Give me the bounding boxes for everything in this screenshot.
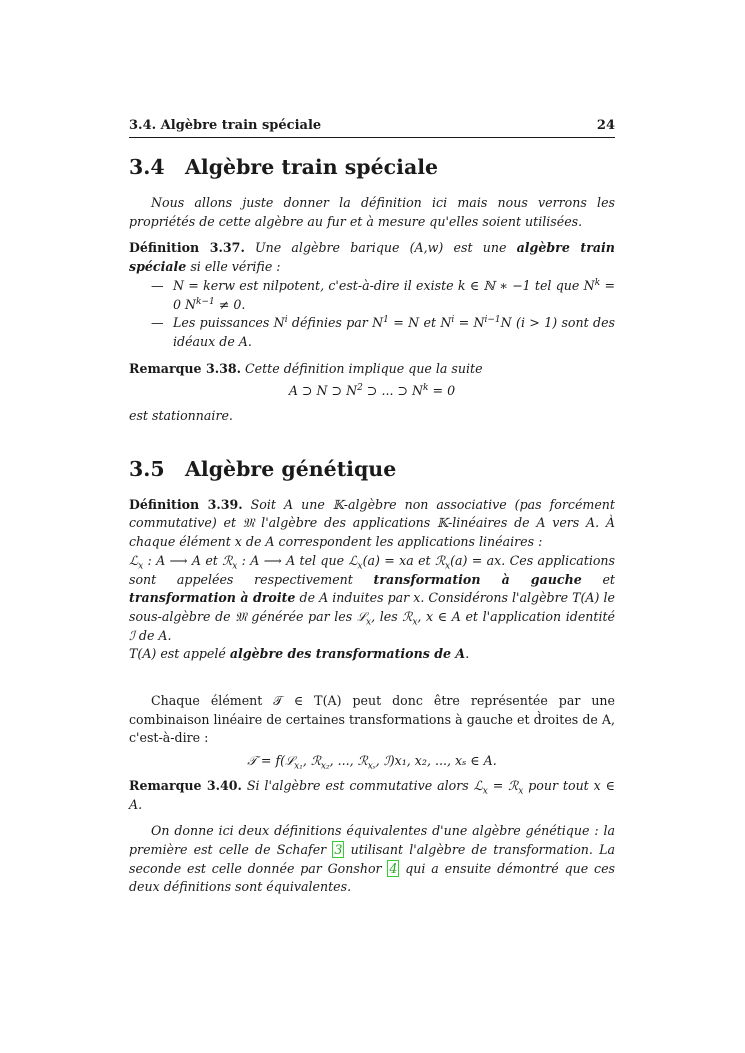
- remark-label: Remarque 3.40.: [129, 777, 242, 793]
- defined-term: algèbre train spéciale: [129, 240, 615, 275]
- display-equation-chain: A ⊃ N ⊃ $N^2$ ⊃ ... ⊃ $N^k = 0$: [288, 383, 456, 399]
- display-equation-T: 𝒯 = f(ℒ$_{x_1}$, ℛ$_{x_2}$, ..., ℛ$_{x_s}$, ℐ)x₁, x₂, ..., xₛ ∈ A.: [247, 753, 497, 772]
- definition-label: Définition 3.39.: [129, 496, 243, 512]
- section-title: Algèbre train spéciale: [185, 155, 439, 179]
- section-number: 3.5: [129, 456, 165, 481]
- section-title: Algèbre génétique: [185, 456, 397, 481]
- remark-3-40: Remarque 3.40. Si l'algèbre est commutative alors ℒ$_x$ = ℛ$_x$ pour tout x ∈ A.: [129, 777, 616, 812]
- definition-3-39-transformations: ℒ$_x$ : A ⟶ A et ℛ$_x$ : A ⟶ A tel que ℒ$_x$(a) = xa et ℛ$_x$(a) = ax. Ces applications sont appelées respectivement transformation à gauche et transformation à droite de A induites par x. Considérons l'algèbre T(A) le sous-algèbre de 𝔐 générée par les ℒ$_x$, les ℛ$_x$, x ∈ A et l'application identité ℐ de A.: [129, 552, 615, 643]
- definition-3-39-conclusion: T(A) est appelé algèbre des transformations de A.: [129, 646, 470, 662]
- paragraph-chaque-element: Chaque élément 𝒯 ∈ T(A) peut donc être représentée par une combinaison linéaire de certaines transformations à gauche et d̀roites de A, c'est-à-dire :: [129, 693, 615, 746]
- page-number: 24: [596, 118, 615, 133]
- definition-conditions-list: [129, 277, 615, 352]
- citation-link[interactable]: 3: [334, 841, 343, 857]
- defined-term: algèbre des transformations de A: [229, 646, 466, 662]
- definition-3-39: Définition 3.39. Soit A une 𝕂-algèbre non associative (pas forcément commutative) et 𝔐 l'algèbre des applications 𝕂-linéaires de A vers A. À chaque élément x de A correspondent les applications linéaires :: [129, 496, 615, 550]
- defined-term: transformation à droite: [129, 590, 296, 606]
- remark-label: Remarque 3.38.: [129, 360, 242, 376]
- section-heading-3-5: [129, 454, 615, 484]
- list-item: — N = kerw est nilpotent, c'est-à-dire il existe k ∈ ℕ ∗ −1 tel que $N^k = 0$ $N^{k-1} \ne 0$.: [151, 277, 615, 312]
- defined-term: transformation à gauche: [373, 571, 582, 587]
- definition-label: Définition 3.37.: [129, 240, 245, 256]
- remark-3-38: Remarque 3.38. Cette définition implique que la suite: [129, 360, 483, 376]
- intro-paragraph: Nous allons juste donner la définition ici mais nous verrons les propriétés de cette algèbre au fur et à mesure qu'elles soient utilisées.: [129, 195, 615, 229]
- final-paragraph: On donne ici deux définitions équivalentes d'une algèbre génétique : la première est celle de Schafer 3 utilisant l'algèbre de transformation. La seconde est celle donnée par Gonshor 4 qui a ensuite démontré que ces deux définitions sont équivalentes.: [129, 823, 615, 895]
- page-body: [129, 152, 615, 897]
- list-item: — Les puissances $N^i$ définies par $N^1 = N$ et $N^i = N^{i-1}N$ (i > 1) sont des idéaux de A.: [151, 315, 615, 349]
- citation-link[interactable]: 4: [389, 860, 398, 876]
- running-header-title: 3.4. Algèbre train spéciale: [129, 118, 322, 133]
- definition-3-37: Définition 3.37. Une algèbre barique (A,w) est une algèbre train spéciale si elle vérifie :: [129, 240, 615, 275]
- section-number: 3.4: [129, 155, 165, 179]
- section-heading-3-4: [129, 152, 615, 182]
- running-header: [129, 117, 615, 135]
- remark-conclusion: est stationnaire.: [129, 408, 233, 424]
- header-rule: [129, 137, 615, 138]
